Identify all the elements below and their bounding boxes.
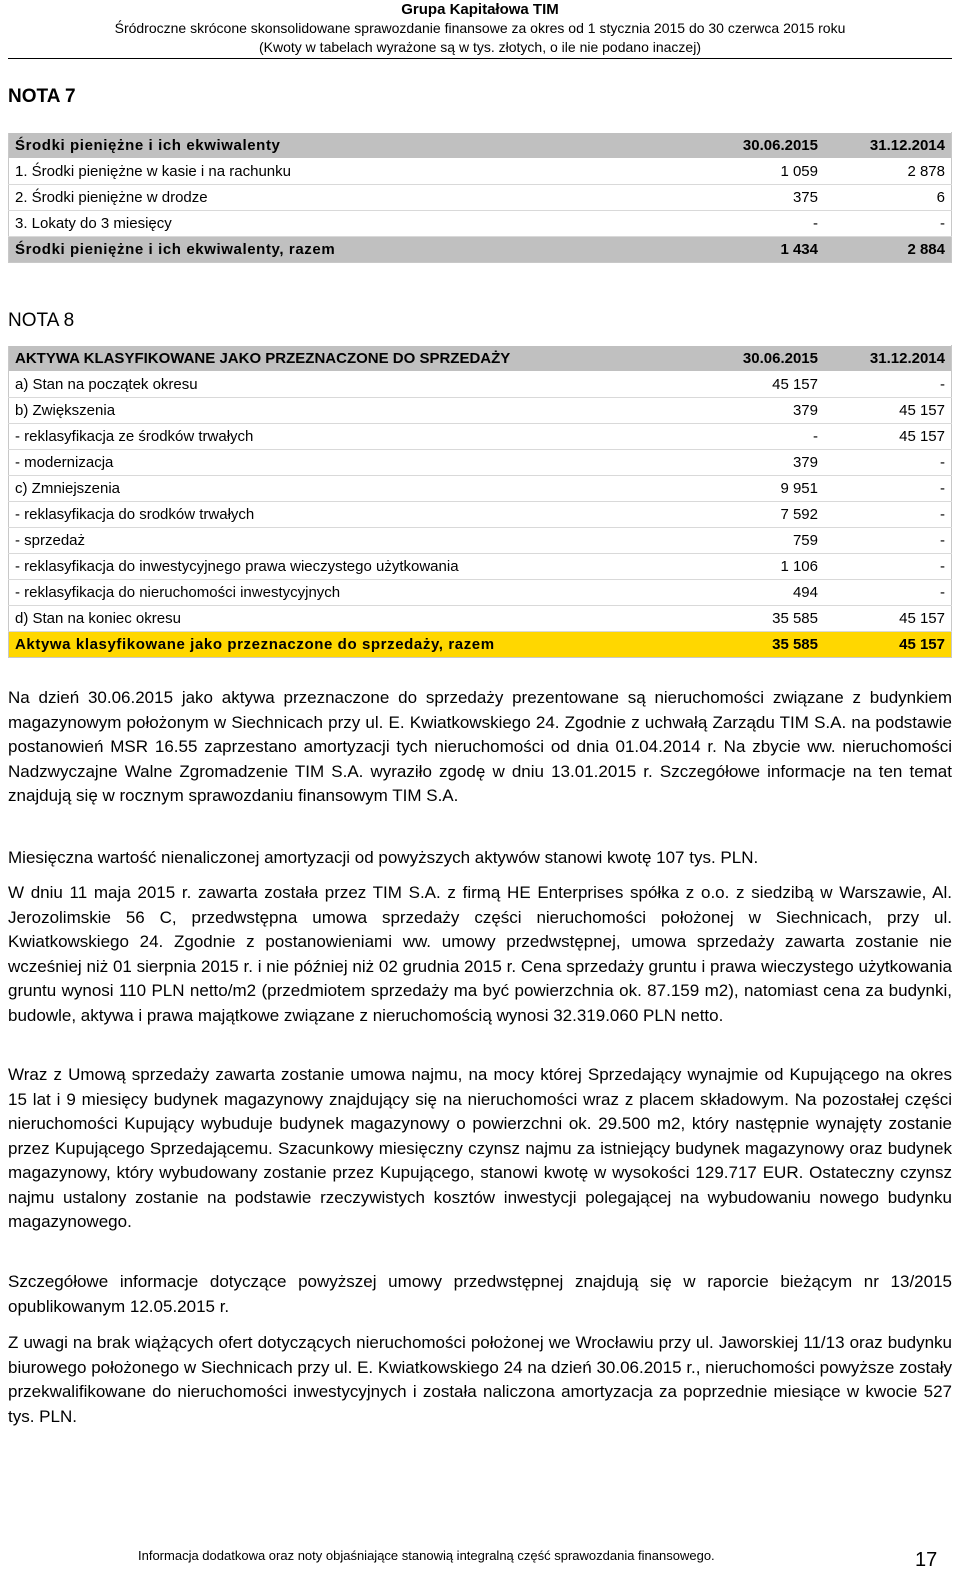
table-row bbox=[9, 580, 952, 606]
total-label: Aktywa klasyfikowane jako przeznaczone do sprzedaży, razem bbox=[9, 632, 718, 658]
row-value-2014: - bbox=[824, 502, 952, 528]
nota8-assets-table bbox=[8, 345, 952, 658]
header-label: AKTYWA KLASYFIKOWANE JAKO PRZEZNACZONE DO SPRZEDAŻY bbox=[9, 346, 718, 372]
table-header-row bbox=[9, 133, 952, 159]
row-value-2015: 45 157 bbox=[717, 372, 824, 398]
row-value-2014: - bbox=[824, 580, 952, 606]
row-value-2014: 45 157 bbox=[824, 398, 952, 424]
table-row bbox=[9, 502, 952, 528]
row-value-2014: 45 157 bbox=[824, 424, 952, 450]
paragraph-lease: Wraz z Umową sprzedaży zawarta zostanie umowa najmu, na mocy której Sprzedający wynajmie od Kupującego na okres 15 lat i 9 miesięcy budynek magazynowy znajdujący się na nieruchomości wraz z placem składowym. Na pozostałej części nieruchomości Kupujący wybuduje budynek magazynowy o powierzchni ok. 29.500 m2, który następnie wynajęty zostanie przez Kupującego Sprzedającemu. Szacunkowy miesięczny czynsz najmu za istniejący budynek magazynowy oraz budynek magazynowy, który wybudowany zostanie przez Kupującego, stanowi kwotę w wysokości 129.717 EUR. Ostateczny czynsz najmu ustalony zostanie na podstawie rzeczywistych kosztów inwestycji polegającej na wybudowaniu nowego budynku magazynowego. bbox=[8, 1065, 952, 1231]
table-row bbox=[9, 606, 952, 632]
page-number: 17 bbox=[915, 1549, 938, 1571]
row-label: - reklasyfikacja do nieruchomości inwestycyjnych bbox=[9, 580, 718, 606]
row-label: d) Stan na koniec okresu bbox=[9, 606, 718, 632]
row-value-2015: 759 bbox=[717, 528, 824, 554]
row-label: - reklasyfikacja ze środków trwałych bbox=[9, 424, 718, 450]
table-row bbox=[9, 398, 952, 424]
row-label: - reklasyfikacja do srodków trwałych bbox=[9, 502, 718, 528]
paragraph-classification: Na dzień 30.06.2015 jako aktywa przeznaczone do sprzedaży prezentowane są nieruchomości związane z budynkiem magazynowym położonym w Siechnicach przy ul. E. Kwiatkowskiego 24. Zgodnie z uchwałą Zarządu TIM S.A. na podstawie postanowień MSR 16.55 zaprzestano amortyzacji tych nieruchomości od dnia 01.04.2014 r. Na zbycie ww. nieruchomości Nadzwyczajne Walne Zgromadzenie TIM S.A. wyraziło zgodę w dniu 13.01.2015 r. Szczegółowe informacje na ten temat znajdują się w rocznym sprawozdaniu finansowym TIM S.A. bbox=[8, 688, 952, 805]
row-value-2015: 379 bbox=[717, 450, 824, 476]
row-label: 3. Lokaty do 3 miesięcy bbox=[9, 211, 718, 237]
total-value-2015: 1 434 bbox=[717, 237, 824, 263]
total-value-2014: 45 157 bbox=[824, 632, 952, 658]
nota7-title: NOTA 7 bbox=[8, 86, 76, 107]
table-row bbox=[9, 372, 952, 398]
row-label: - reklasyfikacja do inwestycyjnego prawa wieczystego użytkowania bbox=[9, 554, 718, 580]
table-row bbox=[9, 159, 952, 185]
row-label: 2. Środki pieniężne w drodze bbox=[9, 185, 718, 211]
row-label: b) Zwiększenia bbox=[9, 398, 718, 424]
row-value-2015: 494 bbox=[717, 580, 824, 606]
row-label: 1. Środki pieniężne w kasie i na rachunku bbox=[9, 159, 718, 185]
row-value-2014: - bbox=[824, 211, 952, 237]
nota7-cash-table bbox=[8, 132, 952, 263]
units-note: (Kwoty w tabelach wyrażone są w tys. złotych, o ile nie podano inaczej) bbox=[259, 39, 701, 55]
row-value-2014: - bbox=[824, 476, 952, 502]
report-title: Śródroczne skrócone skonsolidowane sprawozdanie finansowe za okres od 1 stycznia 2015 do 30 czerwca 2015 roku bbox=[114, 20, 846, 36]
row-value-2014: - bbox=[824, 554, 952, 580]
paragraph-depreciation: Miesięczna wartość nienaliczonej amortyzacji od powyższych aktywów stanowi kwotę 107 tys. PLN. bbox=[8, 848, 759, 867]
paragraph-report-reference: Szczegółowe informacje dotyczące powyższej umowy przedwstępnej znajdują się w raporcie bieżącym nr 13/2015 opublikowanym 12.05.2015 r. bbox=[8, 1272, 952, 1316]
header-label: Środki pieniężne i ich ekwiwalenty bbox=[9, 133, 718, 159]
table-row bbox=[9, 528, 952, 554]
header-col1: 30.06.2015 bbox=[717, 133, 824, 159]
row-label: - sprzedaż bbox=[9, 528, 718, 554]
company-name: Grupa Kapitałowa TIM bbox=[401, 1, 559, 18]
table-total-row bbox=[9, 237, 952, 263]
nota8-title: NOTA 8 bbox=[8, 310, 75, 331]
header-col2: 31.12.2014 bbox=[824, 346, 952, 372]
header-col1: 30.06.2015 bbox=[717, 346, 824, 372]
row-value-2015: 1 106 bbox=[717, 554, 824, 580]
row-value-2015: 1 059 bbox=[717, 159, 824, 185]
table-row bbox=[9, 211, 952, 237]
row-value-2015: 375 bbox=[717, 185, 824, 211]
header-divider bbox=[8, 58, 952, 59]
row-label: a) Stan na początek okresu bbox=[9, 372, 718, 398]
page-header bbox=[0, 0, 960, 57]
header-col2: 31.12.2014 bbox=[824, 133, 952, 159]
paragraph-reclassification: Z uwagi na brak wiążących ofert dotyczących nieruchomości położonej we Wrocławiu przy ul. Jaworskiej 11/13 oraz budynku biurowego położonego w Siechnicach przy ul. E. Kwiatkowskiego 24 na dzień 30.06.2015 r., nieruchomości powyższe zostały przekwalifikowane do nieruchomości inwestycyjnych i została naliczona amortyzacja za poprzednie miesiące w kwocie 527 tys. PLN. bbox=[8, 1333, 952, 1426]
paragraph-sale-agreement: W dniu 11 maja 2015 r. zawarta została przez TIM S.A. z firmą HE Enterprises spółka z o.o. z siedzibą w Warszawie, Al. Jerozolimskie 56 C, przedwstępna umowa sprzedaży części nieruchomości położonej w Siechnicach, przy ul. Kwiatkowskiego 24. Zgodnie z postanowieniami ww. umowy przedwstępnej, umowa sprzedaży zawarta zostanie nie wcześniej niż 01 sierpnia 2015 r. i nie później niż 02 grudnia 2015 r. Cena sprzedaży gruntu i prawa wieczystego użytkowania gruntu wynosi 110 PLN netto/m2 (przedmiotem sprzedaży ma być powierzchnia ok. 87.159 m2), natomiast cena za budynki, budowle, aktywa i prawa majątkowe związane z nieruchomością wynosi 32.319.060 PLN netto. bbox=[8, 883, 952, 1025]
row-label: - modernizacja bbox=[9, 450, 718, 476]
footer-note: Informacja dodatkowa oraz noty objaśniające stanowią integralną część sprawozdania finansowego. bbox=[138, 1548, 715, 1563]
row-value-2014: 6 bbox=[824, 185, 952, 211]
row-value-2014: - bbox=[824, 372, 952, 398]
row-label: c) Zmniejszenia bbox=[9, 476, 718, 502]
row-value-2014: 2 878 bbox=[824, 159, 952, 185]
table-row bbox=[9, 424, 952, 450]
row-value-2015: 379 bbox=[717, 398, 824, 424]
row-value-2014: 45 157 bbox=[824, 606, 952, 632]
row-value-2015: 7 592 bbox=[717, 502, 824, 528]
table-header-row bbox=[9, 346, 952, 372]
row-value-2014: - bbox=[824, 528, 952, 554]
table-row bbox=[9, 554, 952, 580]
row-value-2014: - bbox=[824, 450, 952, 476]
row-value-2015: - bbox=[717, 211, 824, 237]
total-value-2015: 35 585 bbox=[717, 632, 824, 658]
table-row bbox=[9, 185, 952, 211]
row-value-2015: 35 585 bbox=[717, 606, 824, 632]
row-value-2015: - bbox=[717, 424, 824, 450]
table-row bbox=[9, 476, 952, 502]
total-value-2014: 2 884 bbox=[824, 237, 952, 263]
row-value-2015: 9 951 bbox=[717, 476, 824, 502]
total-label: Środki pieniężne i ich ekwiwalenty, razem bbox=[9, 237, 718, 263]
table-total-row bbox=[9, 632, 952, 658]
table-row bbox=[9, 450, 952, 476]
